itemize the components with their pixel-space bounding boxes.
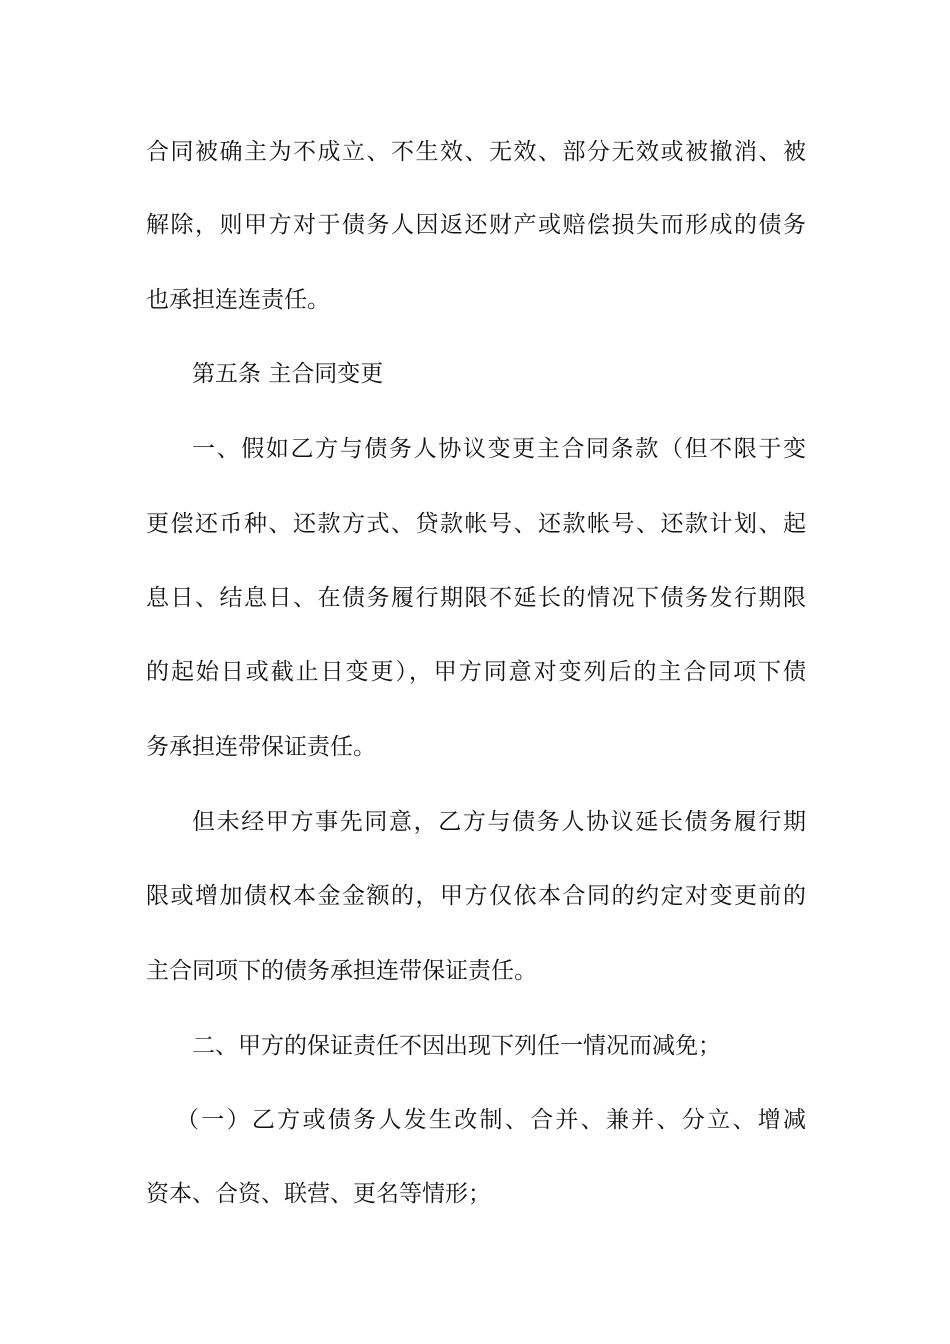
text-line: 主合同项下的债务承担连带保证责任。 bbox=[146, 958, 537, 984]
text-line: 但未经甲方事先同意，乙方与债务人协议延长债务履行期 bbox=[192, 809, 806, 835]
text-line: （一）乙方或债务人发生改制、合并、兼并、分立、增减 bbox=[176, 1107, 806, 1133]
text-line: 更偿还币种、还款方式、贷款帐号、还款帐号、还款计划、起 bbox=[146, 511, 806, 537]
text-line: 限或增加债权本金金额的，甲方仅依本合同的约定对变更前的 bbox=[146, 883, 806, 909]
text-line: 息日、结息日、在债务履行期限不延长的情况下债务发行期限 bbox=[146, 585, 806, 611]
text-line: 二、甲方的保证责任不因出现下列任一情况而减免； bbox=[192, 1033, 721, 1059]
text-line: 合同被确主为不成立、不生效、无效、部分无效或被撤消、被 bbox=[146, 139, 806, 165]
text-line: 也承担连连责任。 bbox=[146, 287, 330, 313]
text-line: 解除，则甲方对于债务人因返还财产或赔偿损失而形成的债务 bbox=[146, 212, 806, 238]
text-line: 资本、合资、联营、更名等情形； bbox=[146, 1181, 491, 1207]
section-heading: 第五条 主合同变更 bbox=[192, 361, 384, 387]
text-line: 务承担连带保证责任。 bbox=[146, 734, 376, 760]
text-line: 一、假如乙方与债务人协议变更主合同条款（但不限于变 bbox=[192, 436, 806, 462]
text-line: 的起始日或截止日变更），甲方同意对变列后的主合同项下债 bbox=[146, 659, 806, 685]
